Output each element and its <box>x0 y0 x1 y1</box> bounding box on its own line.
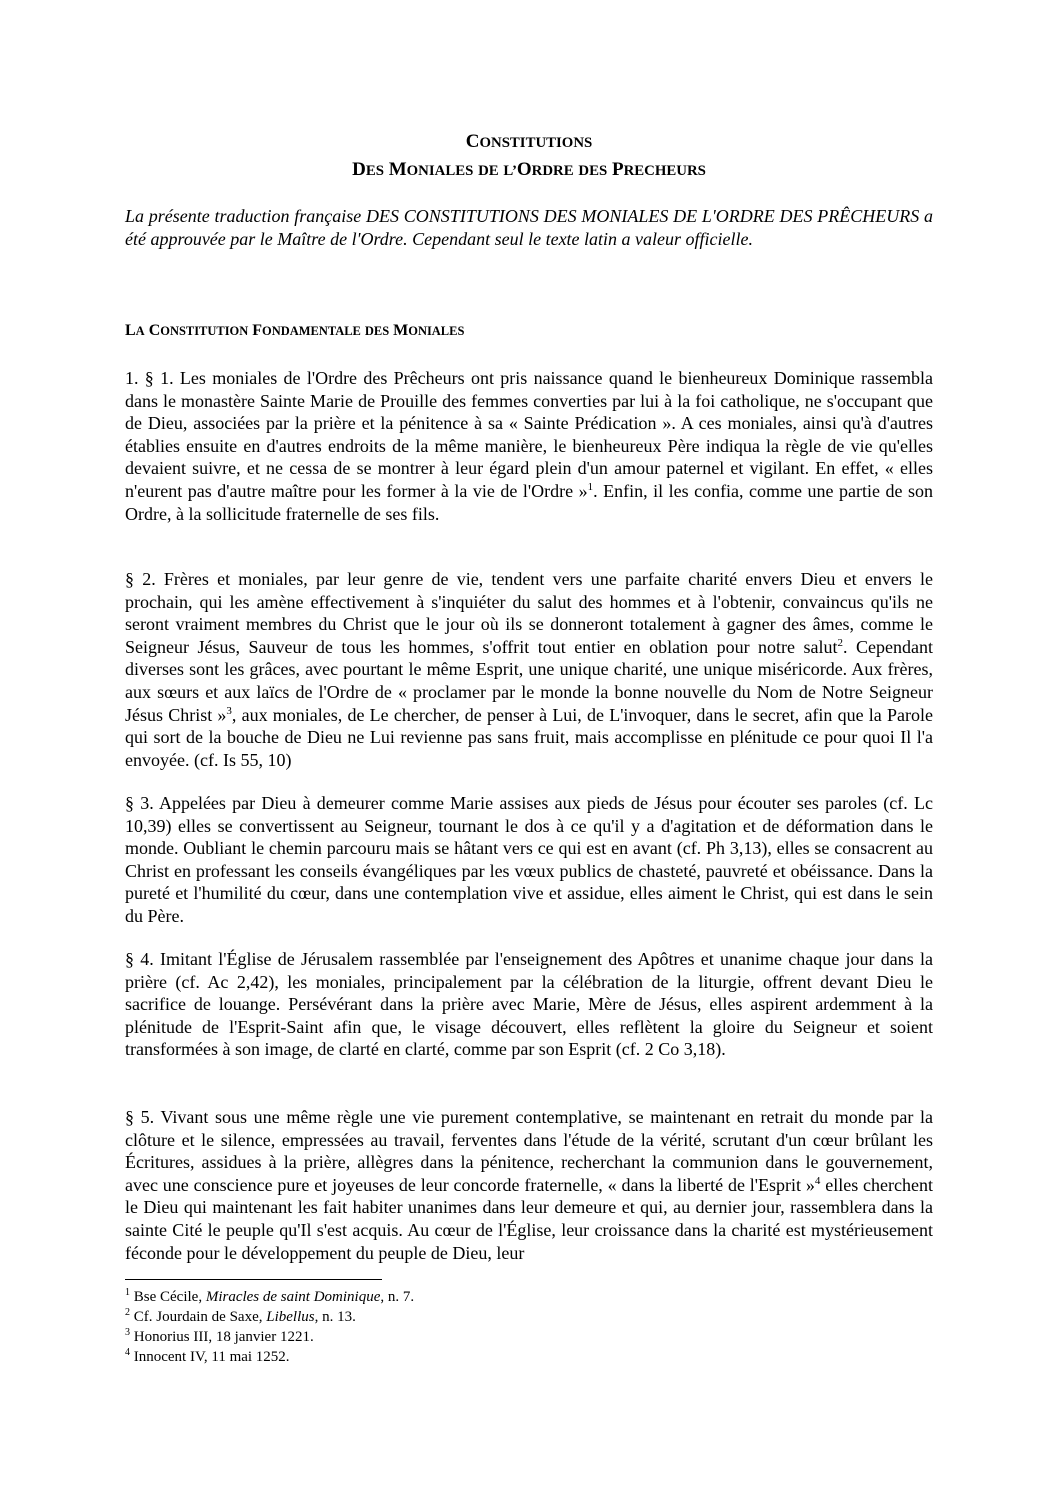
paragraph-1-text-end: . Enfin, il les confia, comme une partie de son Ordre, à la sollicitude fraternelle de ses fils. <box>125 480 933 524</box>
footnote-number: 3 <box>125 1327 130 1338</box>
paragraph-2-text-mid: . Cependant diverses sont les grâces, avec pourtant le même Esprit, une unique charité, une unique miséricorde. Aux frères, aux sœurs et aux laïcs de l'Ordre de « proclamer par le monde la bonne nouvelle du Nom de Notre Seigneur Jésus Christ » <box>125 636 933 725</box>
footnote-4 <box>125 1347 725 1367</box>
paragraph-2-text: § 2. Frères et moniales, par leur genre de vie, tendent vers une parfaite charité envers Dieu et envers le prochain, qui les amène effectivement à s'inquiéter du salut des hommes et à l'obtenir, convaincus qu'ils ne seront vraiment membres du Christ que le jour où ils se donneront totalement à gagner des âmes, comme le Seigneur Jésus, Sauveur de tous les hommes, s'offrit tout entier en oblation pour notre salut <box>125 569 933 657</box>
footnote-work-title: Miracles de saint Dominique <box>205 1289 381 1305</box>
document-subtitle <box>0 158 1058 183</box>
paragraph-5-text: § 5. Vivant sous une même règle une vie purement contemplative, se maintenant en retrait du monde par la clôture et le silence, empressées au travail, ferventes dans l'étude de la vérité, scrutant d'un cœur brûlant les Écritures, assidues à la prière, allègres dans la pénitence, recherchant la communion dans le gouvernement, avec une conscience pure et joyeuses de leur concorde fraternelle, « dans la liberté de l'Esprit » <box>125 1107 933 1195</box>
footnote-number: 2 <box>125 1307 130 1318</box>
footnote-1 <box>125 1287 725 1307</box>
paragraph-5-text-end: elles cherchent le Dieu qui maintenant les fait habiter unanimes dans leur demeure et qui, au dernier jour, rassemblera dans la sainte Cité le peuple qu'Il s'est acquis. Au cœur de l'Église, leur croissance dans la charité est mystérieusement féconde pour le développement du peuple de Dieu, leur <box>125 1174 933 1263</box>
footnote-text: Innocent IV, 11 mai 1252. <box>130 1349 290 1365</box>
footnote-number: 4 <box>125 1347 130 1358</box>
footnote-number: 1 <box>125 1287 130 1298</box>
footnote-ref-4: 4 <box>814 1174 821 1187</box>
footnote-separator <box>125 1279 382 1280</box>
document-title <box>0 130 1058 155</box>
footnote-text: Cf. Jourdain de Saxe, <box>130 1309 267 1325</box>
paragraph-1 <box>125 367 933 525</box>
footnote-ref-1: 1 <box>587 480 594 493</box>
footnote-text-end: , n. 7. <box>380 1289 415 1305</box>
footnote-work-title: Libellus <box>266 1309 315 1325</box>
title-line-1: CONSTITUTIONS <box>465 131 593 152</box>
section-heading <box>125 320 464 342</box>
footnote-ref-2: 2 <box>837 636 844 649</box>
paragraph-2-text-end: , aux moniales, de Le chercher, de penser à Lui, de L'invoquer, dans le secret, afin que la Parole qui sort de la bouche de Dieu ne Lui revienne pas sans fruit, mais accomplisse en plénitude ce pour quoi Il l'a envoyée. (cf. Is 55, 10) <box>125 704 933 770</box>
paragraph-3: § 3. Appelées par Dieu à demeurer comme Marie assises aux pieds de Jésus pour écouter ses paroles (cf. Lc 10,39) elles se convertissent au Seigneur, tournant le dos à ce qu'il y a d'agitation et de déformation dans le monde. Oubliant le chemin parcouru mais se hâtant vers ce qui est en avant (cf. Ph 3,13), elles se consacrent au Christ en professant les conseils évangéliques par les vœux publics de chasteté, pauvreté et obéissance. Dans la pureté et l'humilité du cœur, dans une contemplation vive et assidue, elles aiment le Christ, qui est dans le sein du Père. <box>125 793 933 926</box>
footnote-text-end: , n. 13. <box>314 1309 356 1325</box>
section-heading-text: LA CONSTITUTION FONDAMENTALE DES MONIALES <box>125 322 465 339</box>
footnotes <box>125 1287 725 1367</box>
paragraph-1-text: 1. § 1. Les moniales de l'Ordre des Prêcheurs ont pris naissance quand le bienheureux Dominique rassembla dans le monastère Sainte Marie de Prouille des femmes converties par lui à la foi catholique, ne s'occupant que de Dieu, associées par la prière et la pénitence à sa « Sainte Prédication ». A ces moniales, ainsi qu'à d'autres établies ensuite en d'autres endroits de la même manière, le bienheureux Père indiqua la règle de vie qu'elles devaient suivre, et ne cessa de se montrer à leur égard plein d'un amour paternel et vigilant. En effet, « elles n'eurent pas d'autre maître pour les former à la vie de l'Ordre » <box>125 368 933 501</box>
paragraph-4: § 4. Imitant l'Église de Jérusalem rassemblée par l'enseignement des Apôtres et unanime chaque jour dans la prière (cf. Ac 2,42), les moniales, principalement par la célébration de la liturgie, offrent devant Dieu le sacrifice de louange. Persévérant dans la prière avec Marie, Mère de Jésus, elles aspirent ardemment à la plénitude de l'Esprit-Saint afin que, le visage découvert, elles reflètent la gloire du Seigneur et soient transformées à son image, de clarté en clarté, comme par son Esprit (cf. 2 Co 3,18). <box>125 949 933 1060</box>
footnote-2 <box>125 1307 725 1327</box>
footnote-text: Honorius III, 18 janvier 1221. <box>130 1329 314 1345</box>
translation-note: La présente traduction française DES CONSTITUTIONS DES MONIALES DE L'ORDRE DES PRÊCHEURS a été approuvée par le Maître de l'Ordre. Cependant seul le texte latin a valeur officielle. <box>125 206 933 249</box>
footnote-text: Bse Cécile, <box>130 1289 206 1305</box>
paragraph-2 <box>125 568 933 771</box>
paragraph-5 <box>125 1106 933 1264</box>
title-line-2: DES MONIALES DE L’ORDRE DES PRECHEURS <box>352 159 706 180</box>
footnote-ref-3: 3 <box>226 704 232 717</box>
footnote-3 <box>125 1327 725 1347</box>
